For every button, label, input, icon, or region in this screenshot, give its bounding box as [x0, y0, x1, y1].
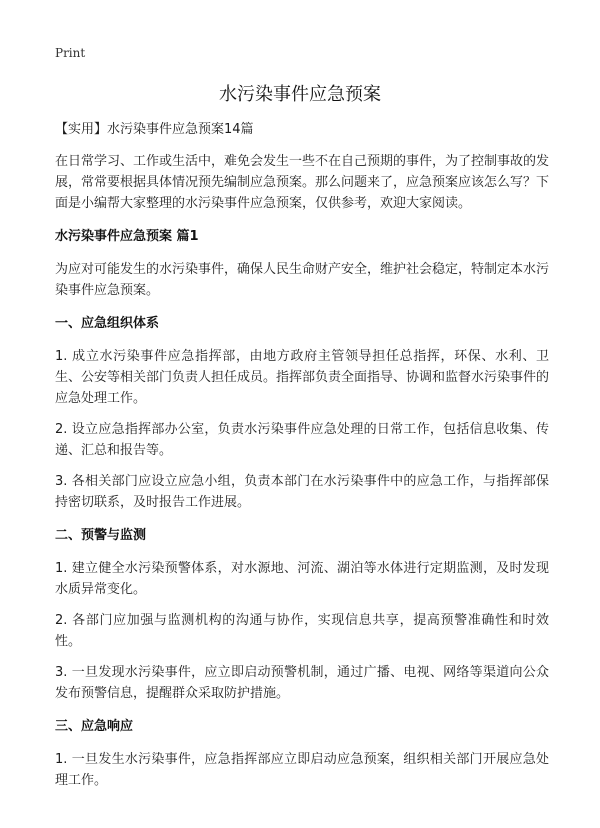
list-item: 2. 设立应急指挥部办公室，负责水污染事件应急处理的日常工作，包括信息收集、传递、汇总和报告等。: [55, 422, 549, 458]
list-item: 3. 各相关部门应设立应急小组，负责本部门在水污染事件中的应急工作，与指挥部保持密切联系，及时报告工作进展。: [55, 474, 549, 510]
list-item: 1. 成立水污染事件应急指挥部，由地方政府主管领导担任总指挥，环保、水利、卫生、公安等相关部门负责人担任成员。指挥部负责全面指导、协调和监督水污染事件的 应急处理工作。: [55, 349, 550, 406]
list-item: 1. 建立健全水污染预警体系，对水源地、河流、湖泊等水体进行定期监测，及时发现水质异常变化。: [55, 561, 549, 597]
list-item: 2. 各部门应加强与监测机构的沟通与协作，实现信息共享，提高预警准确性和时效性。: [55, 613, 549, 649]
document-body: [55, 120, 549, 801]
document-title: 水污染事件应急预案: [219, 84, 381, 105]
print-label: Print: [55, 46, 86, 60]
list-item: 3. 一旦发现水污染事件，应立即启动预警机制，通过广播、电视、网络等渠道向公众发布预警信息，提醒群众采取防护措施。: [55, 665, 549, 701]
document-subtitle: 【实用】水污染事件应急预案14篇: [55, 122, 254, 137]
section-title: 水污染事件应急预案 篇1: [55, 229, 199, 244]
intro-paragraph: 在日常学习、工作或生活中，难免会发生一些不在自己预期的事件，为了控制事故的发展，常常要根据具体情况预先编制应急预案。那么问题来了，应急预案应该怎么写？下面是小编帮大家整理的水污染事件应急预案，仅供参考，欢迎大家阅读。: [55, 154, 550, 211]
list-item: 1. 一旦发生水污染事件，应急指挥部应立即启动应急预案，组织相关部门开展应急处理工作。: [55, 752, 549, 788]
section-intro-paragraph: 为应对可能发生的水污染事件，确保人民生命财产安全，维护社会稳定，特制定本水污染事件应急预案。: [55, 262, 550, 298]
part-heading-organization: 一、应急组织体系: [55, 316, 160, 331]
part-heading-response: 三、应急响应: [55, 719, 134, 734]
part-heading-warning: 二、预警与监测: [55, 528, 147, 543]
